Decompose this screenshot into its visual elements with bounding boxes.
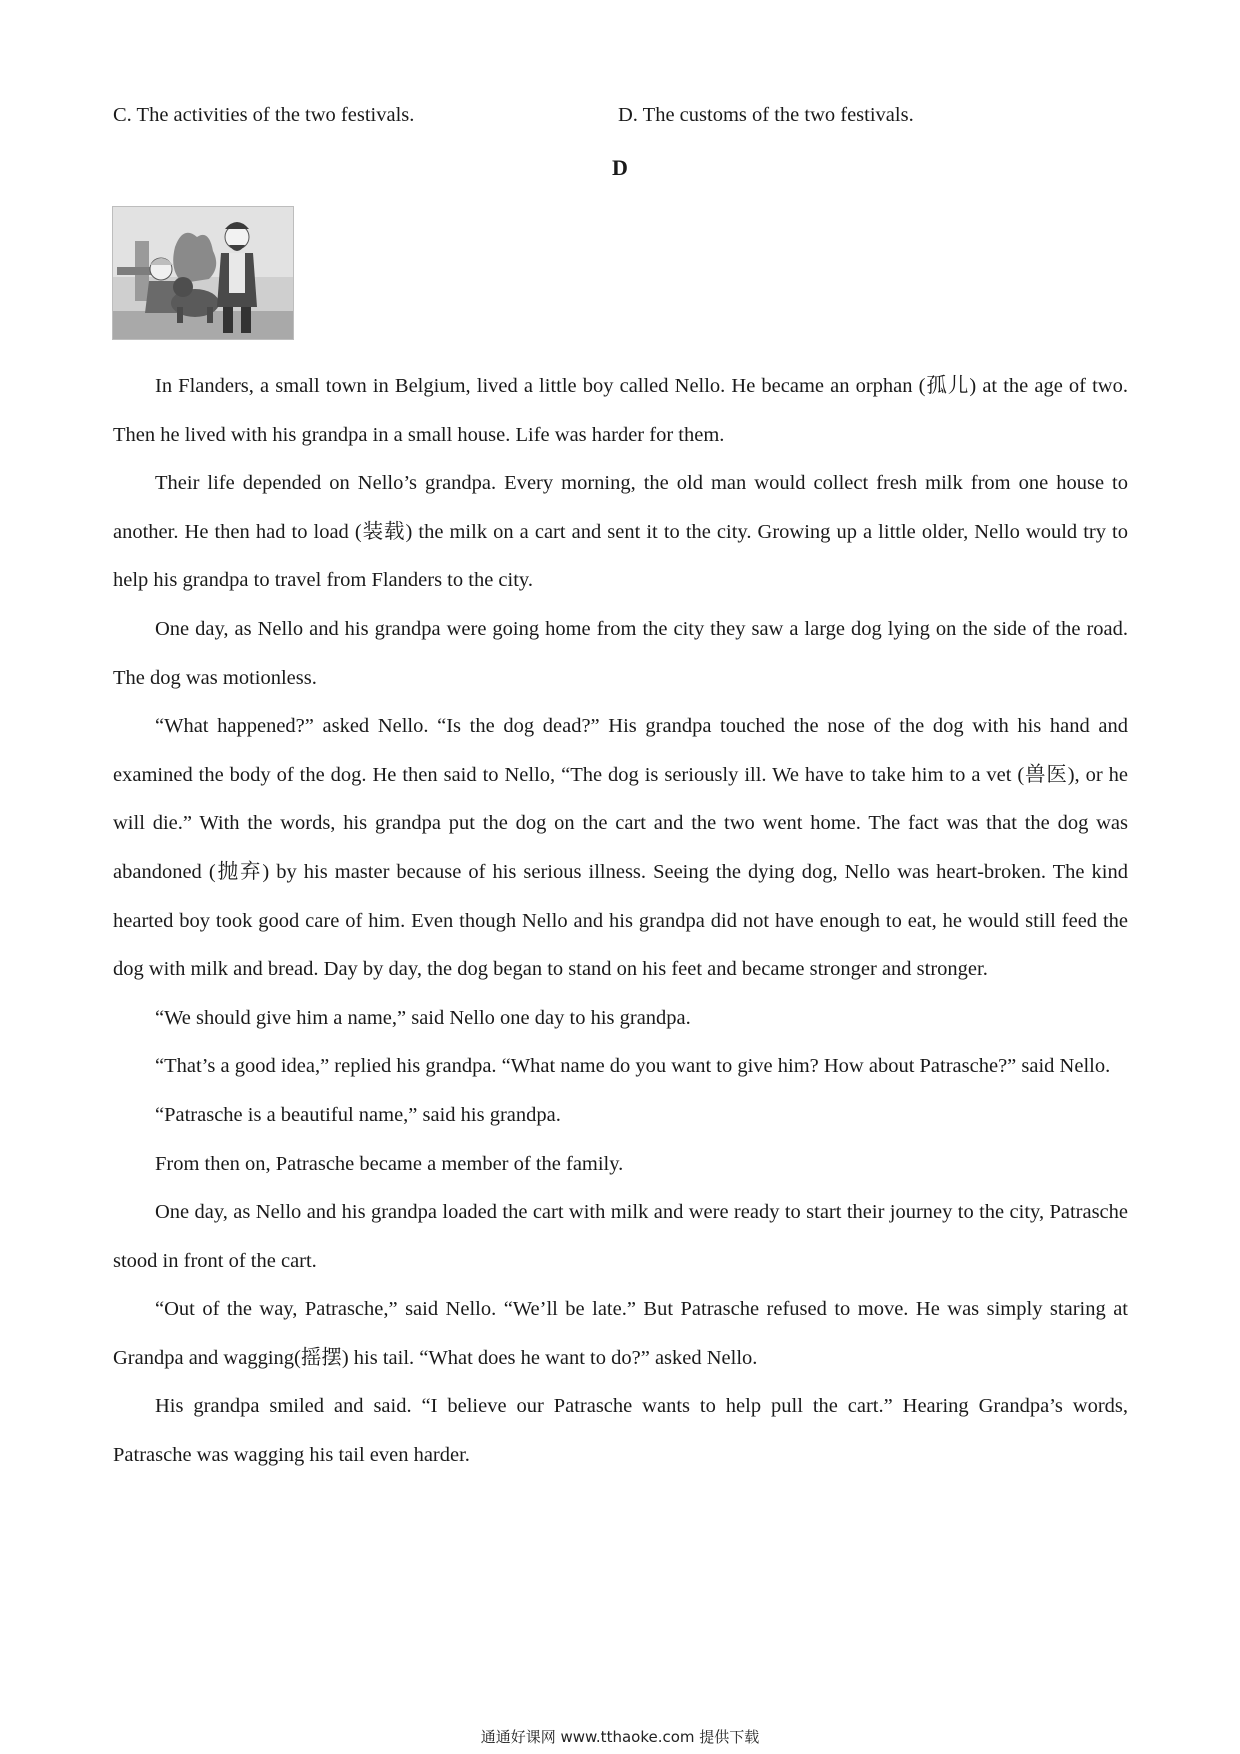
answer-options-row [113, 104, 1133, 134]
story-illustration [112, 206, 294, 340]
page-footer: 通通好课网 www.tthaoke.com 提供下载 [480, 1728, 760, 1746]
paragraph: From then on, Patrasche became a member of the family. [155, 1152, 624, 1175]
paragraph: “Patrasche is a beautiful name,” said his grandpa. [155, 1103, 561, 1126]
paragraph: “Out of the way, Patrasche,” said Nello. “We’ll be late.” But Patrasche refused to move. He was simply staring at Grandpa and wagging(摇摆) his tail. “What does he want to do?” asked Nello. [113, 1298, 1128, 1369]
paragraph: “We should give him a name,” said Nello one day to his grandpa. [155, 1006, 691, 1029]
paragraph: One day, as Nello and his grandpa loaded the cart with milk and were ready to start their journey to the city, Patrasche stood in front of the cart. [113, 1201, 1128, 1272]
section-label: D [612, 155, 628, 180]
paragraph: “That’s a good idea,” replied his grandpa. “What name do you want to give him? How about Patrasche?” said Nello. [155, 1055, 1111, 1078]
paragraph: His grandpa smiled and said. “I believe our Patrasche wants to help pull the cart.” Hearing Grandpa’s words, Patrasche was wagging his tail even harder. [113, 1395, 1128, 1467]
boy-grandpa-dog-picture [113, 207, 293, 339]
paragraph: “What happened?” asked Nello. “Is the dog dead?” His grandpa touched the nose of the dog with his hand and examined the body of the dog. He then said to Nello, “The dog is seriously ill. We have to take him to a vet (兽医), or he will die.” With the words, his grandpa put the dog on the cart and the two went home. The fact was that the dog was abandoned (抛弃) by his master because of his serious illness. Seeing the dying dog, Nello was heart-broken. The kind hearted boy took good care of him. Even though Nello and his grandpa did not have enough to eat, he would still feed the dog with milk and bread. Day by day, the dog began to stand on his feet and became stronger and stronger. [113, 715, 1128, 981]
paragraph: Their life depended on Nello’s grandpa. Every morning, the old man would collect fresh milk from one house to another. He then had to load (装载) the milk on a cart and sent it to the city. Growing up a little older, Nello would try to help his grandpa to travel from Flanders to the city. [113, 472, 1128, 592]
story-article [113, 362, 1128, 1480]
option-c: C. The activities of the two festivals. [113, 104, 415, 126]
option-d: D. The customs of the two festivals. [618, 104, 914, 126]
paragraph: One day, as Nello and his grandpa were going home from the city they saw a large dog lying on the side of the road. The dog was motionless. [113, 617, 1128, 689]
paragraph: In Flanders, a small town in Belgium, lived a little boy called Nello. He became an orphan (孤儿) at the age of two. Then he lived with his grandpa in a small house. Life was harder for them. [113, 375, 1128, 446]
